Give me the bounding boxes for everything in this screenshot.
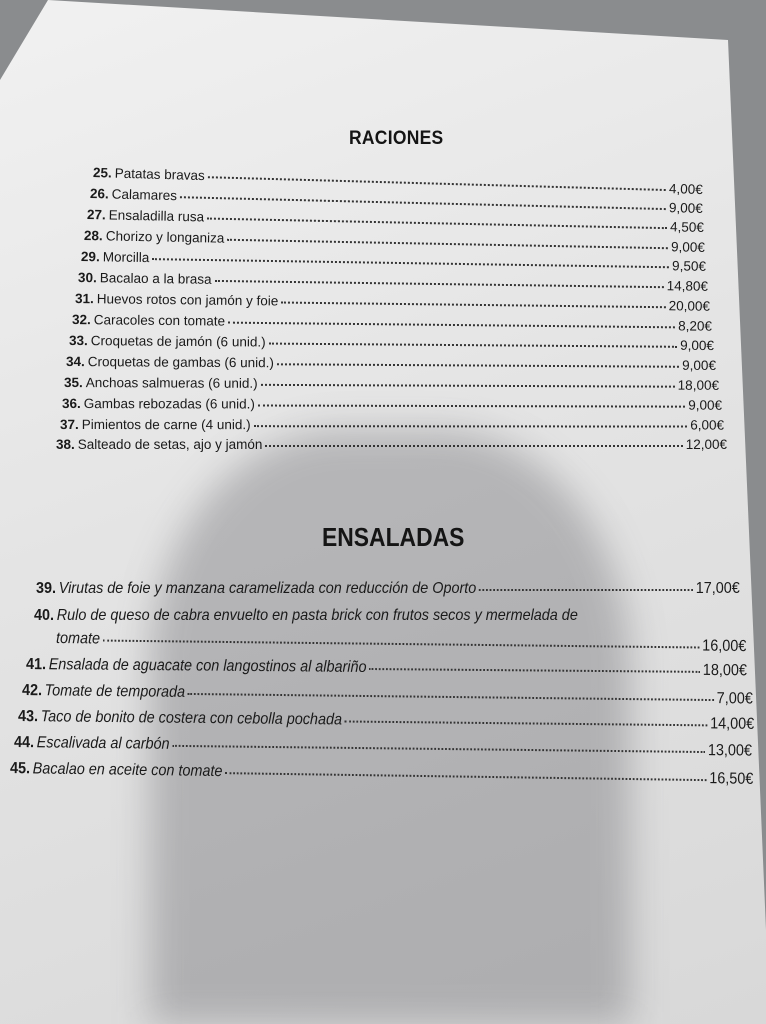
item-number: 28. — [83, 228, 103, 244]
item-name: Escalivada al carbón — [36, 734, 170, 753]
item-price: 4,00€ — [668, 181, 703, 198]
item-price: 9,00€ — [668, 200, 704, 216]
item-price: 16,50€ — [709, 770, 754, 788]
item-price: 16,00€ — [702, 637, 747, 656]
dot-leader — [103, 640, 700, 649]
item-name: Ensaladilla rusa — [108, 207, 205, 225]
item-number: 27. — [86, 207, 106, 223]
menu-item — [34, 607, 682, 625]
item-price: 14,80€ — [666, 278, 709, 294]
dot-leader — [261, 384, 675, 388]
item-price: 12,00€ — [685, 437, 727, 452]
item-price: 13,00€ — [707, 742, 753, 760]
dot-leader — [479, 589, 693, 591]
item-name: Morcilla — [102, 249, 150, 266]
item-price: 9,00€ — [670, 239, 706, 255]
item-number: 36. — [61, 396, 81, 412]
item-name: Ensalada de aguacate con langostinos al albariño — [48, 656, 367, 676]
item-name: Caracoles con tomate — [93, 312, 226, 329]
item-price: 8,20€ — [678, 318, 713, 334]
dot-leader — [281, 302, 665, 309]
menu-item — [56, 437, 727, 452]
dot-leader — [345, 720, 708, 726]
item-price: 18,00€ — [702, 661, 747, 680]
item-price: 9,00€ — [680, 337, 715, 354]
item-name: Huevos rotos con jamón y foie — [96, 291, 279, 309]
item-number: 35. — [63, 375, 83, 391]
ensaladas-title: ENSALADAS — [322, 522, 465, 552]
item-price: 9,00€ — [688, 397, 723, 413]
item-number: 30. — [77, 270, 97, 286]
item-price: 9,00€ — [682, 357, 717, 373]
item-number: 37. — [59, 417, 79, 433]
item-price: 9,50€ — [672, 258, 707, 274]
item-name: Anchoas salmueras (6 unid.) — [85, 375, 258, 391]
item-number: 26. — [89, 186, 109, 202]
item-price: 7,00€ — [716, 690, 753, 708]
dot-leader — [258, 405, 685, 408]
item-price: 20,00€ — [668, 298, 711, 314]
item-number: 34. — [65, 354, 85, 370]
item-price: 17,00€ — [695, 580, 740, 597]
item-name: Pimientos de carne (4 unid.) — [81, 417, 251, 433]
item-number: 41. — [25, 656, 47, 674]
item-name: Virutas de foie y manzana caramelizada con reducción de Oporto — [58, 580, 477, 597]
dot-leader — [369, 668, 700, 673]
item-name: Bacalao a la brasa — [99, 270, 212, 287]
item-name: Gambas rebozadas (6 unid.) — [83, 396, 255, 412]
item-number: 32. — [71, 312, 91, 328]
dot-leader — [172, 745, 705, 753]
item-number: 39. — [36, 580, 57, 597]
item-name: tomate — [55, 630, 101, 648]
dot-leader — [269, 343, 678, 348]
menu-item — [62, 396, 722, 413]
dot-leader — [188, 693, 714, 701]
item-number: 29. — [80, 249, 100, 265]
item-name: Taco de bonito de costera con cebolla pochada — [40, 708, 343, 729]
dot-leader — [265, 445, 682, 447]
item-number: 33. — [68, 333, 88, 349]
item-name: Salteado de setas, ajo y jamón — [77, 437, 263, 452]
item-name: Rulo de queso de cabra envuelto en pasta brick con frutos secos y mermelada de — [56, 607, 578, 624]
item-number: 38. — [56, 437, 75, 452]
item-number: 31. — [74, 291, 94, 307]
item-name: Patatas bravas — [114, 165, 206, 184]
item-name: Croquetas de gambas (6 unid.) — [87, 354, 274, 371]
raciones-title: RACIONES — [349, 128, 444, 149]
dot-leader — [215, 280, 664, 288]
item-price: 4,50€ — [669, 219, 705, 235]
dot-leader — [225, 772, 706, 781]
menu-item — [64, 375, 719, 393]
item-price: 14,00€ — [710, 715, 755, 733]
item-price: 6,00€ — [690, 417, 725, 433]
item-number: 40. — [34, 607, 55, 624]
item-name: Calamares — [111, 186, 178, 204]
item-price: 18,00€ — [677, 377, 720, 393]
item-name: Bacalao en aceite con tomate — [32, 760, 223, 781]
item-number: 25. — [92, 165, 112, 181]
item-number: 44. — [13, 734, 35, 752]
dot-leader — [277, 363, 679, 367]
dot-leader — [228, 322, 675, 329]
menu-item — [36, 580, 740, 598]
item-name: Chorizo y longaniza — [105, 228, 225, 246]
item-number: 42. — [21, 682, 43, 700]
item-name: Croquetas de jamón (6 unid.) — [90, 333, 266, 350]
item-name: Tomate de temporada — [44, 682, 186, 701]
dot-leader — [254, 425, 688, 427]
menu-item — [60, 417, 724, 433]
item-number: 43. — [17, 708, 39, 726]
item-number: 45. — [9, 760, 31, 778]
